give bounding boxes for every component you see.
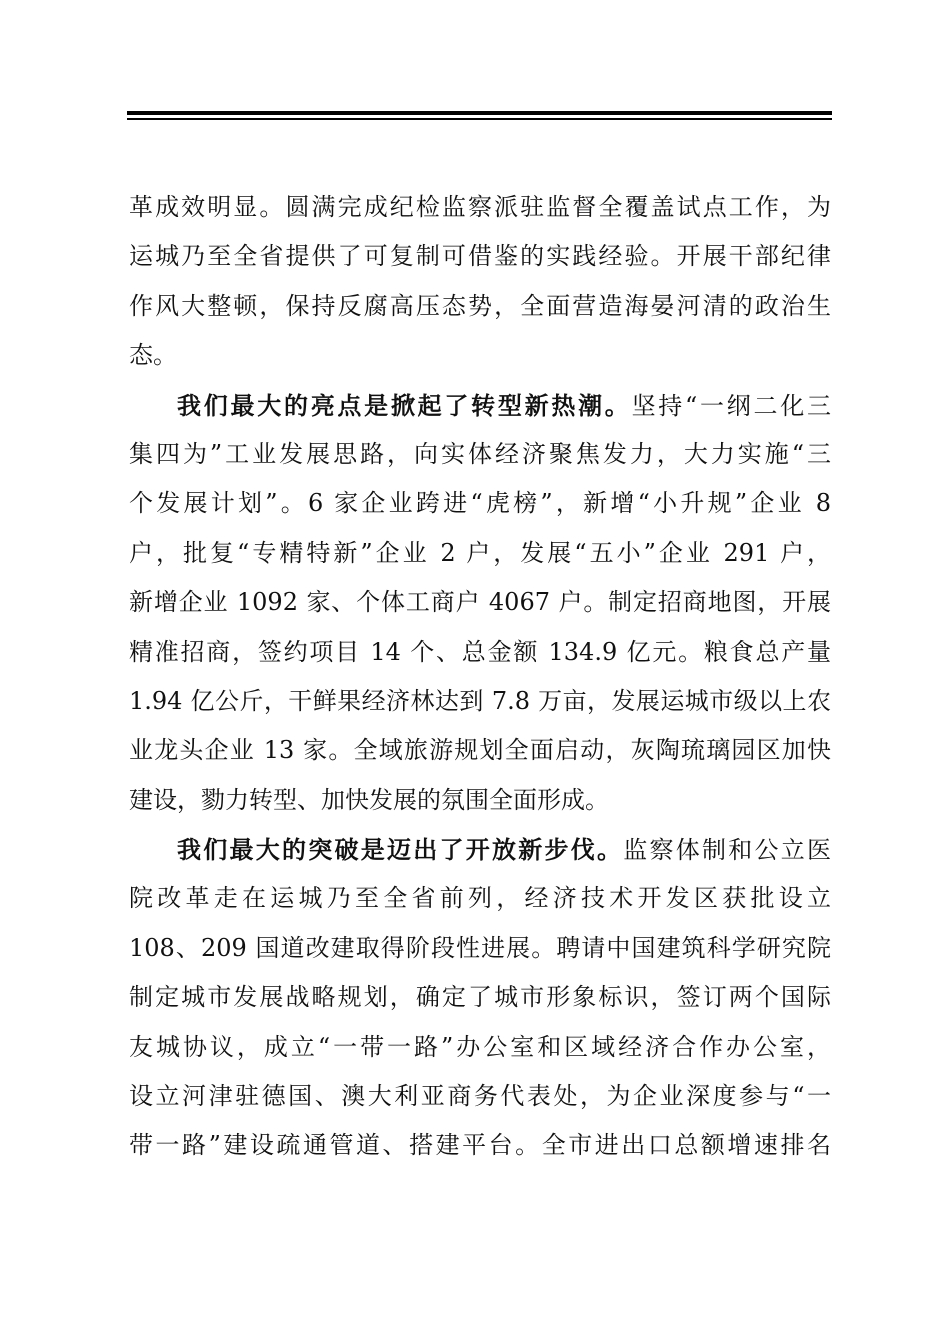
header-double-rule xyxy=(127,111,832,122)
text-line: 108、209 国道改建取得阶段性进展。聘请中国建筑科学研究院 xyxy=(129,933,831,962)
paragraph-2 xyxy=(129,381,831,826)
paragraph-3 xyxy=(129,825,831,1171)
text-line: 院改革走在运城乃至全省前列，经济技术开发区获批设立 xyxy=(129,884,831,913)
text-line: 带一路”建设疏通管道、搭建平台。全市进出口总额增速排名 xyxy=(129,1131,831,1160)
text-line: 精准招商，签约项目 14 个、总金额 134.9 亿元。粮食总产量 xyxy=(129,637,831,666)
text-line: 运城乃至全省提供了可复制可借鉴的实践经验。开展干部纪律 xyxy=(129,242,831,271)
text-line: 新增企业 1092 家、个体工商户 4067 户。制定招商地图，开展 xyxy=(129,588,831,617)
text-line: 态。 xyxy=(129,341,177,370)
paragraph-lead-sentence: 我们最大的亮点是掀起了转型新热潮。 xyxy=(177,390,632,420)
paragraph-1 xyxy=(129,183,831,381)
text-line: 建设，勠力转型、加快发展的氛围全面形成。 xyxy=(129,785,609,814)
text-line: 革成效明显。圆满完成纪检监察派驻监督全覆盖试点工作，为 xyxy=(129,193,831,221)
text-line: 友城协议，成立“一带一路”办公室和区域经济合作办公室， xyxy=(129,1032,831,1061)
text-line-first xyxy=(129,825,831,874)
header-rule-thick xyxy=(127,111,832,115)
body-text xyxy=(129,183,831,1171)
text-run: 坚持“一纲二化三 xyxy=(631,391,831,420)
text-line: 作风大整顿，保持反腐高压态势，全面营造海晏河清的政治生 xyxy=(129,291,831,320)
paragraph-lead-sentence: 我们最大的突破是迈出了开放新步伐。 xyxy=(177,835,624,865)
text-line: 1.94 亿公斤，干鲜果经济林达到 7.8 万亩，发展运城市级以上农 xyxy=(129,686,831,715)
text-line: 制定城市发展战略规划，确定了城市形象标识，签订两个国际 xyxy=(129,983,831,1012)
text-line: 个发展计划”。6 家企业跨进“虎榜”，新增“小升规”企业 8 xyxy=(129,489,831,518)
text-line: 集四为”工业发展思路，向实体经济聚焦发力，大力实施“三 xyxy=(129,439,831,468)
text-run: 监察体制和公立医 xyxy=(623,836,831,865)
header-rule-thin xyxy=(127,118,832,120)
text-line: 设立河津驻德国、澳大利亚商务代表处，为企业深度参与“一 xyxy=(129,1082,831,1111)
text-line: 业龙头企业 13 家。全域旅游规划全面启动，灰陶琉璃园区加快 xyxy=(129,736,831,765)
text-line-first xyxy=(129,381,831,430)
text-line: 户，批复“专精特新”企业 2 户，发展“五小”企业 291 户， xyxy=(129,538,831,567)
